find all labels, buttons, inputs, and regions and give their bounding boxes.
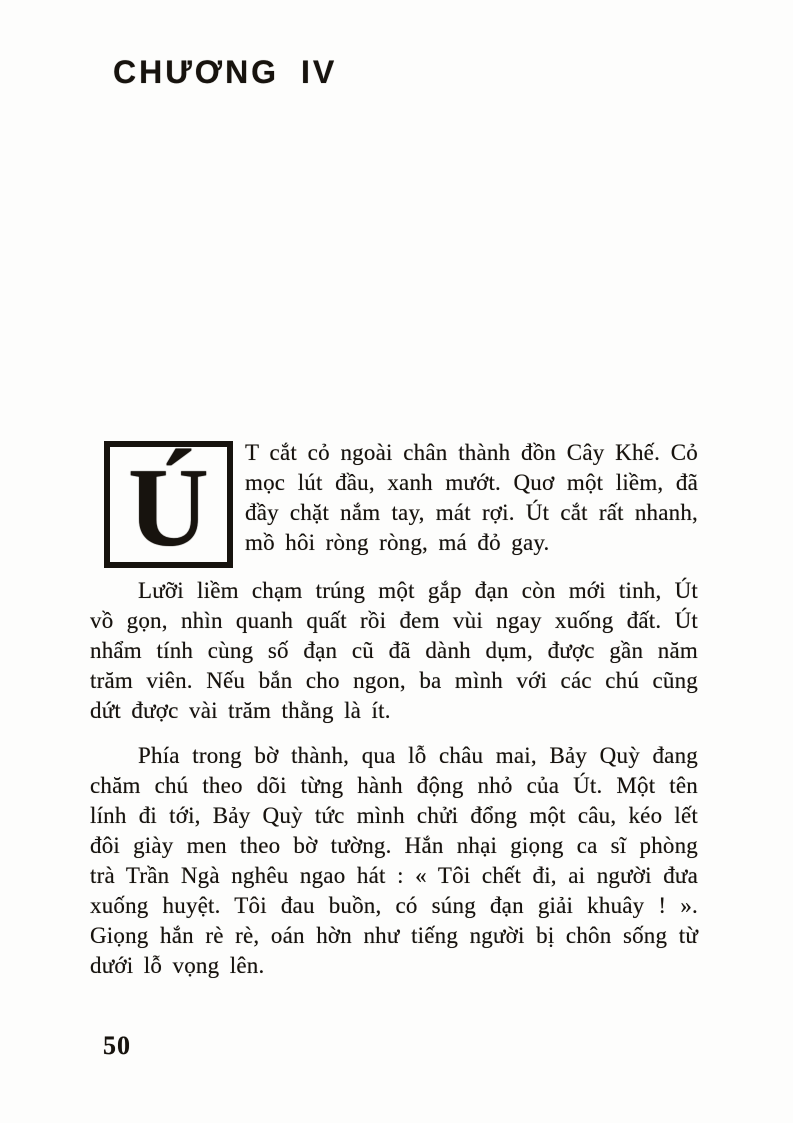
chapter-heading: CHƯƠNG IV bbox=[113, 54, 338, 90]
body-text-block bbox=[90, 438, 698, 996]
drop-cap-box bbox=[104, 441, 233, 568]
paragraph-3: Phía trong bờ thành, qua lỗ châu mai, Bảy Quỳ đang chăm chú theo dõi từng hành động nhỏ của Út. Một tên lính đi tới, Bảy Quỳ tức mình chửi đổng một câu, kéo lết đôi giày men theo bờ tường. Hắn nhại giọng ca sĩ phòng trà Trần Ngà nghêu ngao hát : « Tôi chết đi, ai người đưa xuống huyệt. Tôi đau buồn, có súng đạn giải khuây ! ». Giọng hắn rè rè, oán hờn như tiếng người bị chôn sống từ dưới lỗ vọng lên. bbox=[90, 743, 698, 978]
page-number: 50 bbox=[103, 1031, 131, 1060]
paragraph-1-text: T cắt cỏ ngoài chân thành đồn Cây Khế. Cỏ mọc lút đầu, xanh mướt. Quơ một liềm, đã đầy chặt nắm tay, mát rợi. Út cắt rất nhanh, mồ hôi ròng ròng, má đỏ gay. bbox=[245, 440, 698, 555]
paragraph-1 bbox=[90, 438, 698, 570]
paragraph-2: Lưỡi liềm chạm trúng một gắp đạn còn mới tinh, Út vồ gọn, nhìn quanh quất rồi đem vùi ngay xuống đất. Út nhẩm tính cùng số đạn cũ đã dành dụm, được gần năm trăm viên. Nếu bắn cho ngon, ba mình với các chú cũng dứt được vài trăm thằng là ít. bbox=[90, 578, 698, 723]
drop-cap-letter: Ú bbox=[127, 445, 210, 570]
